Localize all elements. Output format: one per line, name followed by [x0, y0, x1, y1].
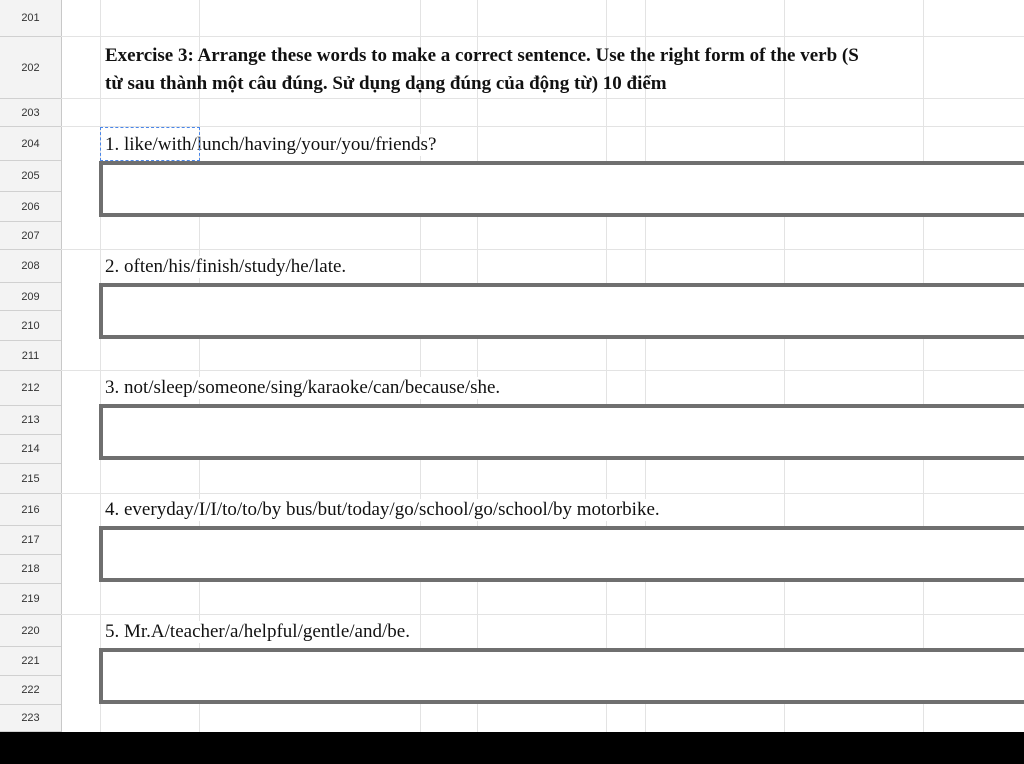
row-header[interactable]: 213	[0, 406, 61, 435]
row-header-column	[0, 0, 62, 732]
row-header[interactable]: 206	[0, 192, 61, 222]
row-gridline	[61, 98, 1024, 99]
row-header[interactable]: 211	[0, 341, 61, 371]
row-gridline	[61, 493, 1024, 494]
answer-cell-2[interactable]	[99, 283, 1024, 339]
row-gridline	[61, 370, 1024, 371]
answer-cell-5[interactable]	[99, 648, 1024, 704]
row-header[interactable]: 217	[0, 526, 61, 555]
row-header[interactable]: 207	[0, 222, 61, 250]
exercise-title[interactable]	[105, 42, 1024, 98]
row-header[interactable]: 209	[0, 283, 61, 311]
row-header[interactable]: 214	[0, 435, 61, 464]
question-3[interactable]: 3. not/sleep/someone/sing/karaoke/can/because/she.	[105, 377, 501, 398]
row-gridline	[61, 614, 1024, 615]
row-gridline	[61, 126, 1024, 127]
row-header[interactable]: 201	[0, 0, 61, 37]
row-header[interactable]: 219	[0, 584, 61, 615]
row-gridline	[61, 36, 1024, 37]
row-header[interactable]: 203	[0, 99, 61, 127]
question-5[interactable]: 5. Mr.A/teacher/a/helpful/gentle/and/be.	[105, 621, 410, 642]
row-header[interactable]: 202	[0, 37, 61, 99]
question-4[interactable]: 4. everyday/I/I/to/to/by bus/but/today/go/school/go/school/by motorbike.	[105, 499, 660, 520]
row-header[interactable]: 208	[0, 250, 61, 283]
row-header[interactable]: 210	[0, 311, 61, 341]
row-header[interactable]: 204	[0, 127, 61, 161]
bottom-black-bar	[0, 732, 1024, 764]
row-header[interactable]: 222	[0, 676, 61, 705]
exercise-title-vietnamese: từ sau thành một câu đúng. Sử dụng dạng đúng của động từ) 10 điểm	[105, 73, 667, 94]
row-header[interactable]: 223	[0, 705, 61, 732]
answer-cell-3[interactable]	[99, 404, 1024, 460]
answer-cell-4[interactable]	[99, 526, 1024, 582]
row-header[interactable]: 220	[0, 615, 61, 647]
row-header[interactable]: 216	[0, 494, 61, 526]
question-1[interactable]: 1. like/with/lunch/having/your/you/friends?	[105, 134, 437, 155]
row-header[interactable]: 215	[0, 464, 61, 494]
question-2[interactable]: 2. often/his/finish/study/he/late.	[105, 256, 347, 277]
row-header[interactable]: 212	[0, 371, 61, 406]
row-header[interactable]: 221	[0, 647, 61, 676]
row-header[interactable]: 218	[0, 555, 61, 584]
answer-cell-1[interactable]	[99, 161, 1024, 217]
exercise-title-english: Exercise 3: Arrange these words to make a correct sentence. Use the right form of the verb (S	[105, 45, 859, 66]
row-header[interactable]: 205	[0, 161, 61, 192]
row-gridline	[61, 249, 1024, 250]
